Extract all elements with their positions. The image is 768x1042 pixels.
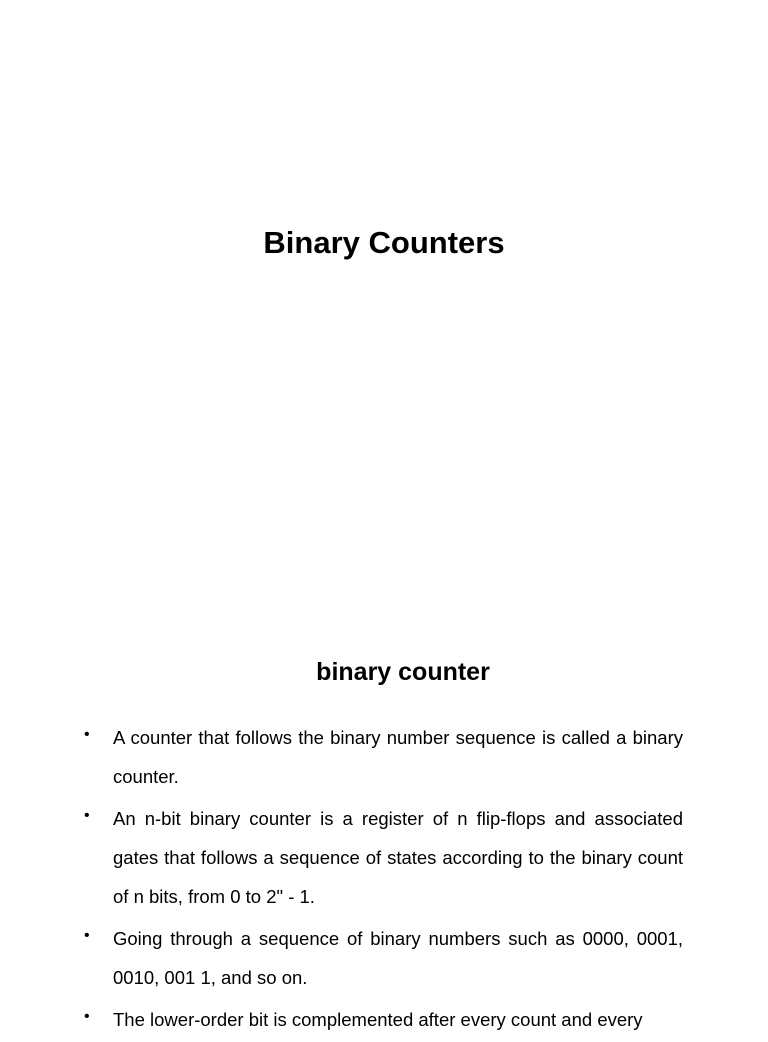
- bullet-text: A counter that follows the binary number sequence is called a binary counter.: [113, 727, 683, 787]
- list-item: [0, 919, 683, 997]
- list-item: [0, 718, 683, 796]
- bullet-text: The lower-order bit is complemented after every count and every: [113, 1009, 643, 1030]
- bullet-icon: •: [84, 927, 90, 944]
- bullet-icon: •: [84, 726, 90, 743]
- list-item: [0, 1000, 683, 1039]
- bullet-icon: •: [84, 807, 90, 824]
- bullet-list: [0, 718, 768, 1042]
- slide-title: Binary Counters: [263, 225, 505, 260]
- bullet-icon: •: [84, 1008, 90, 1025]
- content-slide: [0, 600, 768, 1030]
- list-item: [0, 799, 683, 916]
- section-heading: binary counter: [316, 658, 490, 686]
- bullet-text: An n-bit binary counter is a register of n flip-flops and associated gates that follows a sequence of states according to the binary count of n bits, from 0 to 2" - 1.: [113, 808, 683, 907]
- bullet-text: Going through a sequence of binary numbers such as 0000, 0001, 0010, 001 1, and so on.: [113, 928, 683, 988]
